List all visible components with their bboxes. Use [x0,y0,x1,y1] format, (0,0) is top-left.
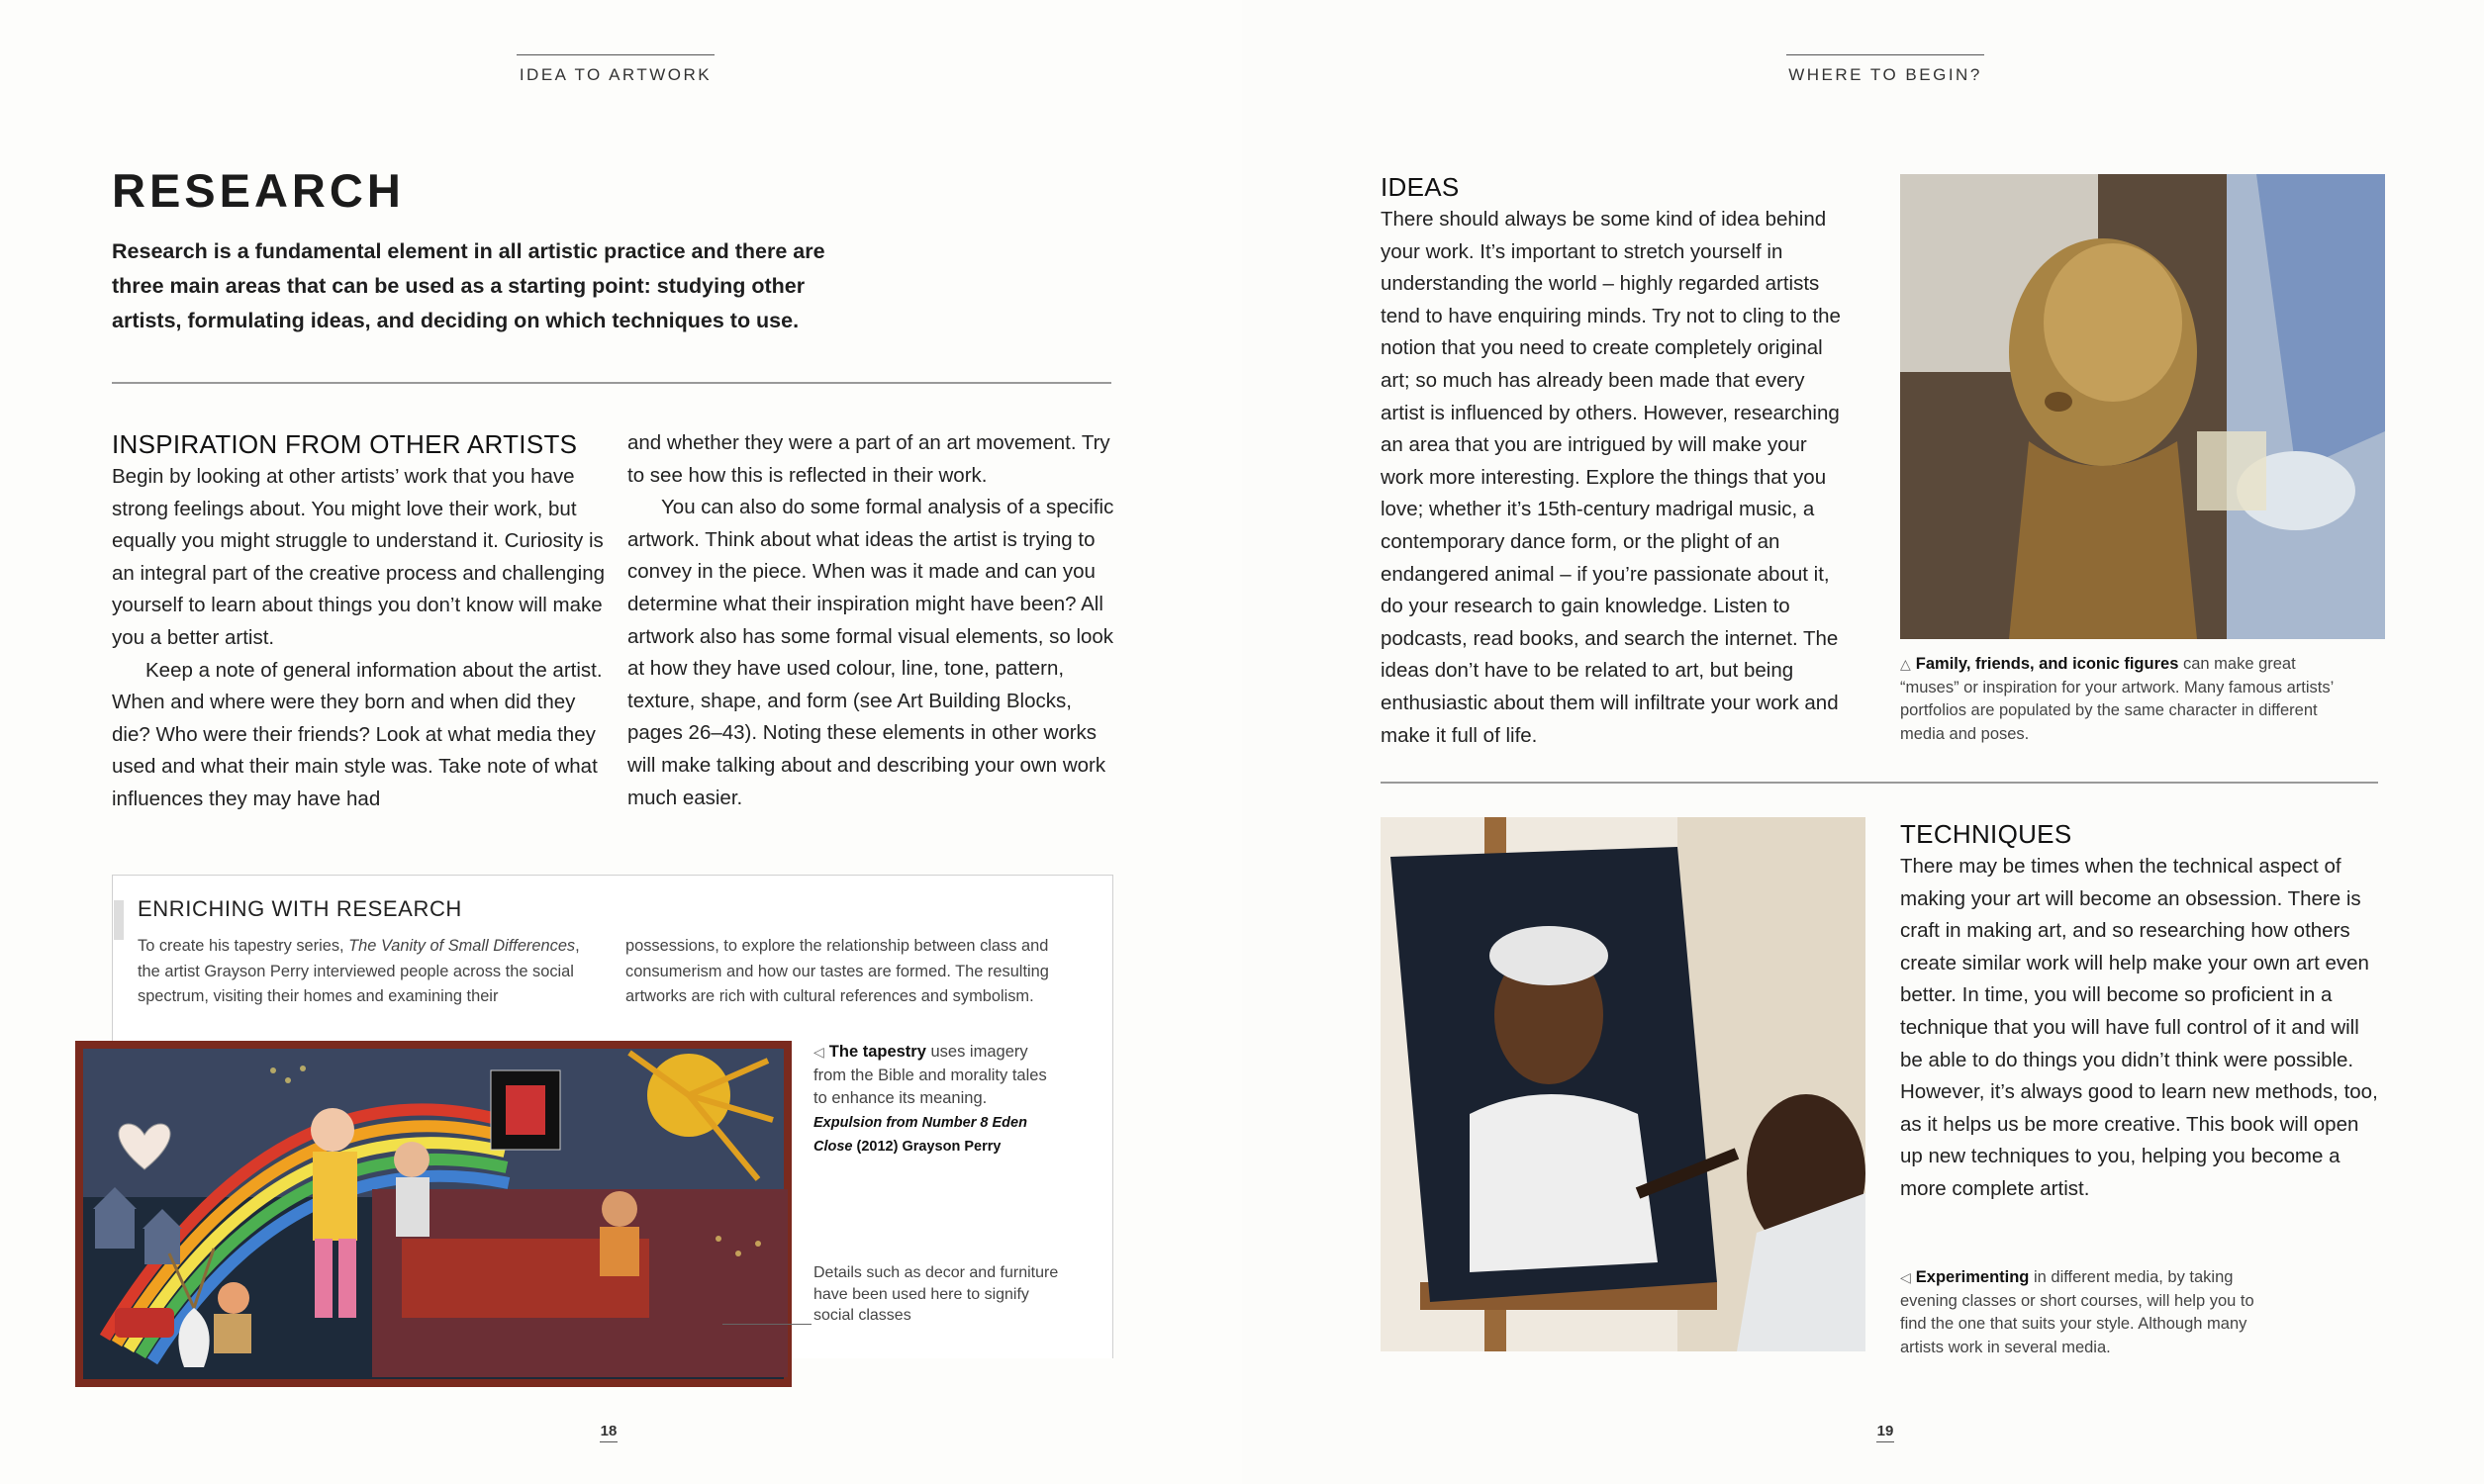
techniques-heading: TECHNIQUES [1900,819,2072,849]
intro-paragraph: Research is a fundamental element in all artistic practice and there are three main areas that can be used as a starting point: studying other artists, formulating ideas, and deciding on which techniques to use. [112,239,825,332]
caption-up-icon: △ [1900,656,1911,672]
section-divider [112,382,1111,384]
techniques-section [1900,817,2385,1206]
page-title: RESEARCH [112,164,405,217]
enriching-text-1: To create his tapestry series, The Vanity of Small Differences, the artist Grayson Perry interviewed people across the social spectrum, visiting their homes and examining their [138,937,580,1005]
caption-pointer-icon-2: ◁ [1900,1269,1911,1285]
caption-pointer-icon: ◁ [813,1044,824,1060]
series-title: The Vanity of Small Differences [348,937,576,955]
painting-caption: ◁ Experimenting in different media, by taking evening classes or short courses, will help you to find the one that suits your style. Although many artists work in several media. [1900,1268,2254,1356]
page-number-left: 18 [600,1423,618,1442]
tapestry-image [75,1041,792,1387]
box-accent-bar [114,900,124,940]
ideas-text: There should always be some kind of idea behind your work. It’s important to stretch yourself in understanding the world – highly regarded artists tend to have enquiring minds. Try not to cling to the notion that you need to create completely original art; so much has already been made that every artist is influenced by others. However, researching an area that you are intrigued by will make your work more interesting. Explore the things that you love; whether it’s 15th-century madrigal music, a contemporary dance form, or the plight of an endangered animal – if you’re passionate about it, do your research to gain knowledge. Listen to podcasts, read books, and search the internet. The ideas don’t have to be related to art, but being enthusiastic about them will infiltrate your work and make it full of life. [1381,208,1841,747]
bust-caption: △ Family, friends, and iconic figures can make great “muses” or inspiration for your artwork. Many famous artists’ portfolios are populated by the same character in different media and poses. [1900,655,2334,743]
inspiration-paragraph-2: Keep a note of general information about the artist. When and where were they born and when did they die? Who were their friends? Look at what media they used and what their main style was. Take note of what influences they may have had [112,658,603,810]
inspiration-paragraph-1: Begin by looking at other artists’ work that you have strong feelings about. You might love their work, but equally you might struggle to understand it. Curiosity is an integral part of the creative process and challenging yourself to learn about things you don’t know will make you a better artist. [112,465,606,649]
enriching-heading: ENRICHING WITH RESEARCH [138,896,462,921]
artwork-credit: (2012) Grayson Perry [852,1139,1002,1155]
running-head-right: WHERE TO BEGIN? [1786,54,1984,85]
painting-photo [1381,817,1865,1351]
artwork-title: Expulsion from Number 8 Eden Close [813,1114,1027,1155]
techniques-text: There may be times when the technical aspect of making your art will become an obsession. There is craft in making art, and so researching how others create similar work will help make your own art even better. In time, you will become so proficient in a technique that you will have full control of it and will be able to do things you didn’t think were possible. However, it’s always good to learn new methods, too, as it helps us be more creative. This book will open up new techniques to you, helping you become a more complete artist. [1900,855,2378,1200]
enriching-text-2: possessions, to explore the relationship between class and consumerism and how our tastes are formed. The resulting artworks are rich with cultural references and symbolism. [625,937,1049,1005]
inspiration-paragraph-3: and whether they were a part of an art movement. Try to see how this is reflected in their work. [627,431,1110,487]
section-divider-right [1381,782,2378,784]
bust-photo [1900,174,2385,639]
inspiration-column-1 [112,427,607,816]
running-head-left: IDEA TO ARTWORK [517,54,715,85]
page-number-right: 19 [1876,1423,1894,1442]
ideas-heading: IDEAS [1381,172,1460,202]
ideas-section [1381,170,1851,752]
inspiration-column-2 [627,427,1122,814]
right-page [1242,0,2484,1484]
inspiration-paragraph-4: You can also do some formal analysis of a specific artwork. Think about what ideas the artist is trying to convey in the piece. When was it made and can you determine what their inspiration might have been? All artwork also has some formal visual elements, so look at how they have used colour, line, tone, pattern, texture, shape, and form (see Art Building Blocks, pages 26–43). Noting these elements in other works will make talking about and describing your own work much easier. [627,496,1114,809]
caption-leader-line [722,1324,812,1325]
inspiration-heading: INSPIRATION FROM OTHER ARTISTS [112,429,578,459]
tapestry-caption: ◁ The tapestry uses imagery from the Bible and morality tales to enhance its meaning. Expulsion from Number 8 Eden Close (2012) Grayson Perry [813,1043,1047,1155]
detail-caption: Details such as decor and furniture have been used here to signify social classes [813,1264,1059,1324]
